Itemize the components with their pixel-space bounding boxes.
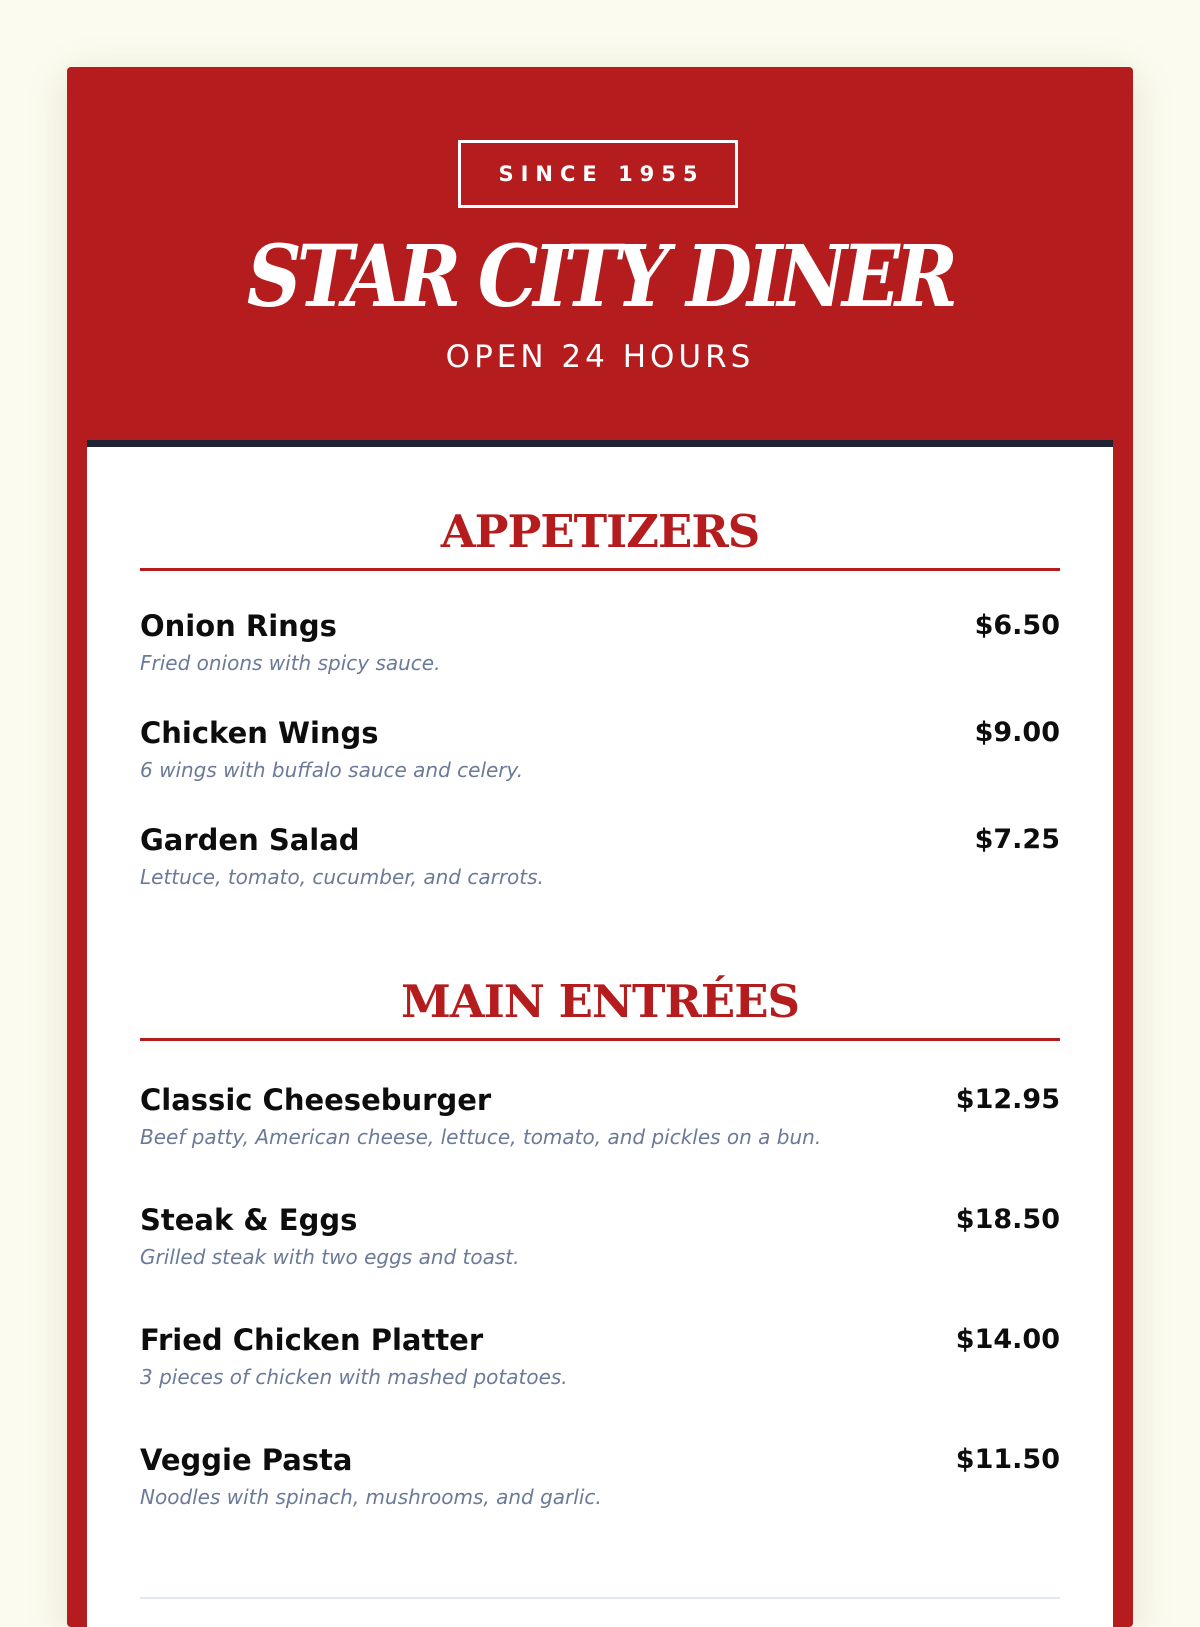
item-price: $6.50 — [974, 610, 1060, 641]
item-price: $9.00 — [974, 717, 1060, 748]
item-description: Grilled steak with two eggs and toast. — [140, 1245, 520, 1269]
item-name: Veggie Pasta — [140, 1443, 353, 1477]
restaurant-title: STAR CITY DINER — [246, 226, 954, 327]
item-name: Classic Cheeseburger — [140, 1083, 492, 1117]
open-hours-tagline: OPEN 24 HOURS — [445, 339, 755, 375]
since-badge: SINCE 1955 — [458, 140, 738, 208]
section-main-entrees — [140, 970, 1060, 1509]
menu-content — [87, 440, 1113, 1627]
menu-header — [67, 67, 1133, 440]
section-title-appetizers: APPETIZERS — [140, 500, 1060, 571]
item-price: $11.50 — [955, 1444, 1060, 1475]
item-description: 6 wings with buffalo sauce and celery. — [140, 758, 524, 782]
item-description: Beef patty, American cheese, lettuce, tomato, and pickles on a bun. — [140, 1125, 822, 1149]
item-name: Steak & Eggs — [140, 1203, 358, 1237]
item-name: Chicken Wings — [140, 716, 379, 750]
footer-divider — [140, 1597, 1060, 1599]
menu-card — [67, 67, 1133, 1627]
item-price: $18.50 — [955, 1204, 1060, 1235]
item-description: 3 pieces of chicken with mashed potatoes. — [140, 1365, 568, 1389]
item-description: Fried onions with spicy sauce. — [140, 651, 441, 675]
item-price: $14.00 — [955, 1324, 1060, 1355]
item-name: Garden Salad — [140, 823, 360, 857]
section-title-main-entrees: MAIN ENTRÉES — [140, 970, 1060, 1041]
item-name: Onion Rings — [140, 609, 337, 643]
item-price: $12.95 — [955, 1084, 1060, 1115]
item-name: Fried Chicken Platter — [140, 1323, 484, 1357]
section-appetizers — [140, 500, 1060, 889]
item-description: Lettuce, tomato, cucumber, and carrots. — [140, 865, 544, 889]
item-description: Noodles with spinach, mushrooms, and garlic. — [140, 1485, 602, 1509]
item-price: $7.25 — [974, 824, 1060, 855]
